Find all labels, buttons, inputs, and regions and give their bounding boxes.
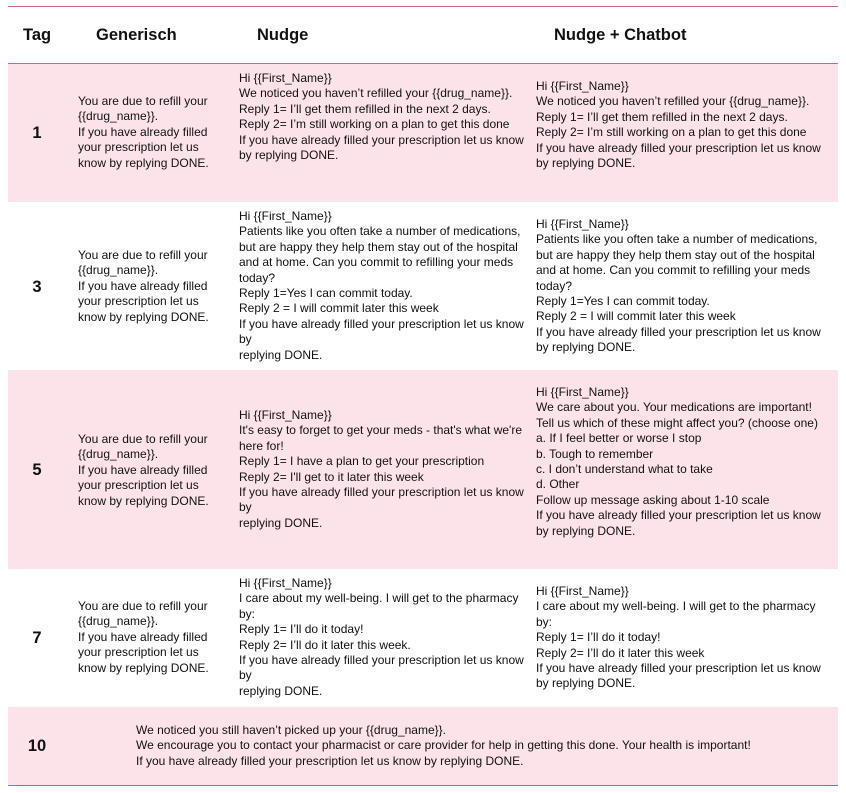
final-message: We noticed you still haven’t picked up your {{drug_name}}. We encourage you to contact your pharmacist or care provider for help in getting this done. Your health is important! If you have already filled your prescription let us know by replying DONE. [136,723,751,768]
table-row [8,707,838,785]
nudge-message: Hi {{First_Name}} We noticed you haven’t refilled your {{drug_name}}. Reply 1= I’ll get them refilled in the next 2 days. Reply 2= I’m still working on a plan to get this done If you have already filled your prescription let us know by replying DONE. [239,71,524,163]
header-nudge-chatbot: Nudge + Chatbot [554,26,687,44]
header-generic: Generisch [96,26,177,44]
header-nudge: Nudge [257,26,309,44]
nudge-chatbot-message: Hi {{First_Name}} We care about you. Your medications are important! Tell us which of these might affect you? (choose one) a. If I feel better or worse I stop b. Tough to remember c. I don’t understand what to take d. Other Follow up message asking about 1-10 scale If you have already filled your prescription let us know by replying DONE. [536,385,821,538]
nudge-chatbot-message: Hi {{First_Name}} I care about my well-being. I will get to the pharmacy by: Reply 1= I’ll do it today! Reply 2= I’ll do it later this week If you have already filled your prescription let us know by replying DONE. [536,584,821,691]
table-bottom-rule [8,785,838,786]
table-row [8,202,838,370]
generic-message: You are due to refill your {{drug_name}}. If you have already filled your prescription let us know by replying DONE. [78,599,209,675]
generic-message: You are due to refill your {{drug_name}}. If you have already filled your prescription let us know by replying DONE. [78,432,209,508]
generic-message: You are due to refill your {{drug_name}}. If you have already filled your prescription let us know by replying DONE. [78,94,209,170]
nudge-message: Hi {{First_Name}} Patients like you often take a number of medications, but are happy they help them stay out of the hospital and at home. Can you commit to refilling your meds today? Reply 1=Yes I can commit today. Reply 2 = I will commit later this week If you have already filled your prescription let us know by replying DONE. [239,209,524,362]
row-tag: 1 [32,124,42,142]
nudge-message: Hi {{First_Name}} I care about my well-being. I will get to the pharmacy by: Reply 1= I’ll do it today! Reply 2= I’ll do it later this week. If you have already filled your prescription let us know by replying DONE. [239,576,524,698]
row-tag: 7 [32,629,42,647]
row-tag: 5 [32,461,42,479]
row-tag: 3 [32,278,42,296]
table-row [8,370,838,569]
table-top-rule [8,6,838,7]
nudge-chatbot-message: Hi {{First_Name}} We noticed you haven’t refilled your {{drug_name}}. Reply 1= I’ll get them refilled in the next 2 days. Reply 2= I’m still working on a plan to get this done If you have already filled your prescription let us know by replying DONE. [536,79,821,171]
row-tag: 10 [27,737,47,755]
generic-message: You are due to refill your {{drug_name}}. If you have already filled your prescription let us know by replying DONE. [78,248,209,324]
table-row [8,64,838,202]
nudge-message: Hi {{First_Name}} It's easy to forget to get your meds - that's what we're here for! Reply 1= I have a plan to get your prescription Reply 2= I'll get to it later this week If you have already filled your prescription let us know by replying DONE. [239,408,524,530]
nudge-chatbot-message: Hi {{First_Name}} Patients like you often take a number of medications, but are happy they help them stay out of the hospital and at home. Can you commit to refilling your meds today? Reply 1=Yes I can commit today. Reply 2 = I will commit later this week If you have already filled your prescription let us know by replying DONE. [536,217,821,355]
table-row [8,569,838,707]
header-tag: Tag [23,26,52,44]
